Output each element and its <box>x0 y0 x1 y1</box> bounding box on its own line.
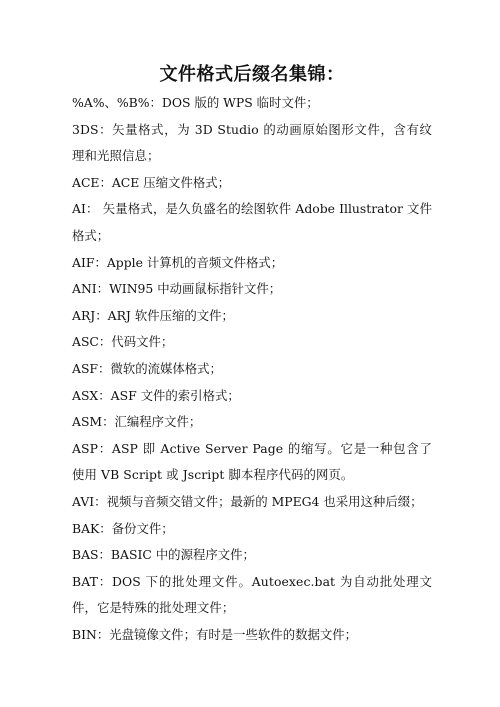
entry-asc: ASC：代码文件； <box>72 334 174 350</box>
entry-bak: BAK：备份文件； <box>72 520 174 536</box>
entry-arj: ARJ：ARJ 软件压缩的文件； <box>72 307 234 323</box>
entry-aif: AIF：Apple 计算机的音频文件格式； <box>72 254 284 270</box>
entry-ai: AI： 矢量格式，是久负盛名的绘图软件 Adobe Illustrator 文件格式； <box>72 201 432 243</box>
document-title: 文件格式后缀名集锦： <box>159 64 345 85</box>
entry-ace: ACE：ACE 压缩文件格式； <box>72 174 231 190</box>
entry-asp: ASP：ASP 即 Active Server Page 的缩写。它是一种包含了使用 VB Script 或 Jscript 脚本程序代码的网页。 <box>72 440 432 483</box>
entry-3ds: 3DS：矢量格式，为 3D Studio 的动画原始图形文件，含有纹理和光照信息； <box>72 121 432 164</box>
entry-asx: ASX：ASF 文件的索引格式； <box>72 387 240 403</box>
entry-a-b: %A%、%B%：DOS 版的 WPS 临时文件； <box>72 95 319 110</box>
entry-ani: ANI：WIN95 中动画鼠标指针文件； <box>72 281 282 297</box>
entry-bas: BAS：BASIC 中的源程序文件； <box>72 547 255 563</box>
entry-asm: ASM：汇编程序文件； <box>72 414 202 430</box>
entry-bin: BIN：光盘镜像文件；有时是一些软件的数据文件； <box>72 626 358 642</box>
entry-bat: BAT：DOS 下的批处理文件。Autoexec.bat 为自动批处理文件，它是特殊的批处理文件； <box>72 573 432 616</box>
entry-list <box>72 90 432 648</box>
entry-avi: AVI：视频与音频交错文件；最新的 MPEG4 也采用这种后缀； <box>72 493 423 509</box>
entry-asf: ASF：微软的流媒体格式； <box>72 360 222 376</box>
